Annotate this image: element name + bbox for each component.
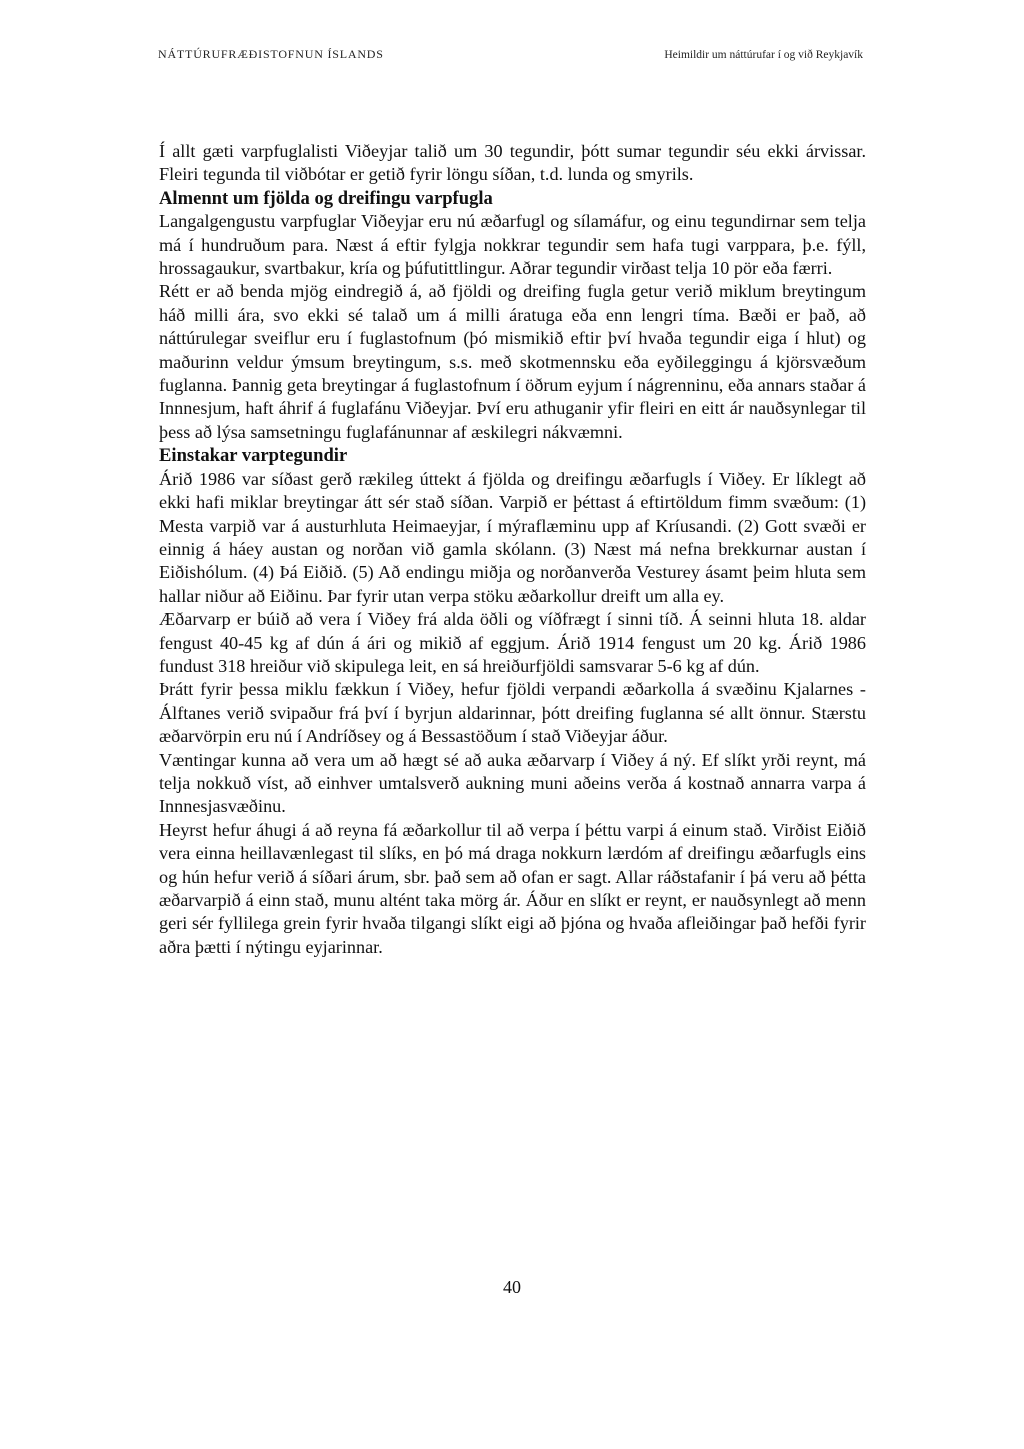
running-header — [158, 47, 863, 62]
page-number: 40 — [503, 1277, 521, 1297]
header-report-title: Heimildir um náttúrufar í og við Reykjavík — [664, 49, 863, 61]
section-heading-species: Einstakar varptegundir — [159, 445, 348, 467]
paragraph: Heyrst hefur áhugi á að reyna fá æðarkollur til að verpa í þéttu varpi á einum stað. Virðist Eiðið vera einna heillavænlegast til slíks, en þó má draga nokkurn lærdóm af dreifingu æðarfugls eins og hún hefur verið á síðari árum, sbr. það sem að ofan er sagt. Allar ráðstafanir í þá veru að þétta æðarvarpið á einn stað, munu altént taka mörg ár. Áður en slíkt er reynt, er nauðsynlegt að menn geri sér fyllilega grein fyrir hvaða tilgangi slíkt eigi að þjóna og hvaða afleiðingar það hefði fyrir aðra þætti í nýtingu eyjarinnar. — [159, 819, 866, 957]
paragraph: Æðarvarp er búið að vera í Viðey frá alda öðli og víðfrægt í sinni tíð. Á seinni hluta 18. aldar fengust 40-45 kg af dún á ári og mikið af eggjum. Árið 1914 fengust um 20 kg. Árið 1986 fundust 318 hreiður við skipulega leit, en sá hreiðurfjöldi samsvarar 5-6 kg af dún. — [159, 609, 866, 676]
section-heading-breeding-overview: Almennt um fjölda og dreifingu varpfugla — [159, 187, 493, 209]
paragraph: Væntingar kunna að vera um að hægt sé að auka æðarvarp í Viðey á ný. Ef slíkt yrði reynt, má telja nokkuð víst, að einhver umtalsverð aukning muni aðeins verða á kostnað annarra varpa á Innnesjasvæðinu. — [159, 749, 866, 817]
paragraph: Árið 1986 var síðast gerð rækileg úttekt á fjölda og dreifingu æðarfugls í Viðey. Er líklegt að ekki hafi miklar breytingar átt sér stað síðan. Varpið er þéttast á eftirtöldum fimm svæðum: (1) Mesta varpið var á austurhluta Heimaeyjar, í mýraflæminu upp af Kríusandi. (2) Gott svæði er einnig á háey austan og norðan við gamla skólann. (3) Næst má nefna brekkurnar austan í Eiðishólum. (4) Þá Eiðið. (5) Að endingu miðja og norðanverða Vesturey ásamt þeim hluta sem hallar niður að Eiðinu. Þar fyrir utan verpa stöku æðarkollur dreift um alla ey. — [159, 468, 866, 606]
page-body — [159, 140, 866, 959]
intro-paragraph: Í allt gæti varpfuglalisti Viðeyjar talið um 30 tegundir, þótt sumar tegundir séu ekki árvissar. Fleiri tegunda til viðbótar er getið fyrir löngu síðan, t.d. lunda og smyrils. — [159, 141, 866, 185]
paragraph: Þrátt fyrir þessa miklu fækkun í Viðey, hefur fjöldi verpandi æðarkolla á svæðinu Kjalarnes - Álftanes verið svipaður frá því í byrjun aldarinnar, þótt dreifing fuglanna sé allt önnur. Stærstu æðarvörpin eru nú í Andríðsey og á Bessastöðum í stað Viðeyjar áður. — [159, 679, 866, 747]
header-institution: NÁTTÚRUFRÆÐISTOFNUN ÍSLANDS — [158, 47, 384, 61]
paragraph: Rétt er að benda mjög eindregið á, að fjöldi og dreifing fugla getur verið miklum breytingum háð milli ára, svo ekki sé talað um á milli áratuga eða enn lengri tíma. Bæði er það, að náttúrulegar sveiflur eru í fuglastofnum (þó mismikið eftir því hvaða tegundir eiga í hlut) og maðurinn veldur ýmsum breytingum, s.s. með skotmennsku eða eyðileggingu á kjörsvæðum fuglanna. Þannig geta breytingar á fuglastofnum í öðrum eyjum í nágrenninu, eða annars staðar á Innnesjum, haft áhrif á fuglafánu Viðeyjar. Því eru athuganir yfir fleiri en eitt ár nauðsynlegar til þess að lýsa samsetningu fuglafánunnar af æskilegri nákvæmni. — [159, 281, 866, 442]
paragraph: Langalgengustu varpfuglar Viðeyjar eru nú æðarfugl og sílamáfur, og einu tegundirnar sem telja má í hundruðum para. Næst á eftir fylgja nokkrar tegundir sem hafa tugi varppara, þ.e. fýll, hrossagaukur, svartbakur, kría og þúfutittlingur. Aðrar tegundir virðast telja 10 pör eða færri. — [159, 211, 866, 279]
